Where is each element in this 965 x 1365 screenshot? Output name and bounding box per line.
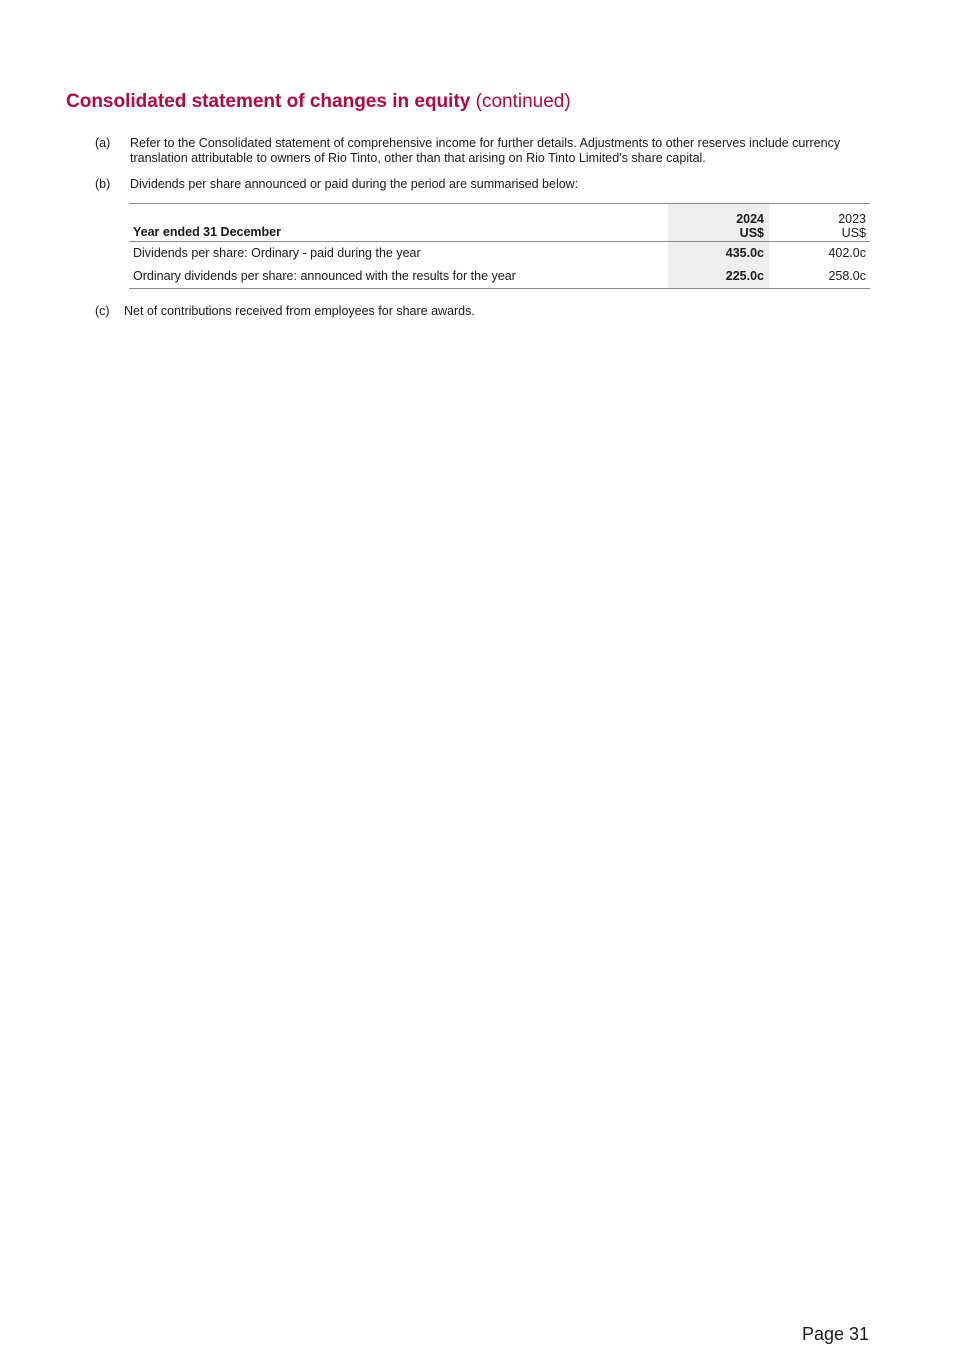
row-label: Dividends per share: Ordinary - paid during the year [133,246,421,260]
footnote-a-marker: (a) [95,136,111,150]
header-2023-year: 2023 [838,212,866,226]
page-title [66,90,571,114]
header-2024 [668,204,769,241]
footnote-b [95,177,875,193]
footnote-a-text: Refer to the Consolidated statement of comprehensive income for further details. Adjustments to other reserves include currency translation attributable to owners of Rio Tinto, other than that arising on Rio Tinto Limited’s share capital. [130,136,841,165]
footnote-b-text: Dividends per share announced or paid during the period are summarised below: [130,177,579,191]
footnote-c-marker: (c) [95,304,110,318]
table-row [129,242,870,265]
header-2024-unit: US$ [739,226,764,240]
header-2023-unit: US$ [841,226,866,240]
footnote-b-marker: (b) [95,177,111,191]
row-value-2023: 402.0c [828,246,866,260]
header-2024-year: 2024 [736,212,764,226]
table-header-row [129,204,870,242]
footnote-c [95,304,875,320]
dividends-table [129,203,870,289]
row-label: Ordinary dividends per share: announced with the results for the year [133,269,516,283]
row-value-2024: 225.0c [668,265,769,288]
header-2023 [769,204,870,241]
table-row [129,265,870,288]
page-number: Page 31 [801,1324,869,1344]
page-title-suffix: (continued) [475,91,571,112]
page-title-main: Consolidated statement of changes in equity [66,91,471,112]
footnote-a [95,136,875,168]
row-value-2023: 258.0c [828,269,866,283]
footnote-c-text: Net of contributions received from employees for share awards. [124,304,475,318]
row-value-2024: 435.0c [668,242,769,265]
header-label: Year ended 31 December [133,225,281,239]
